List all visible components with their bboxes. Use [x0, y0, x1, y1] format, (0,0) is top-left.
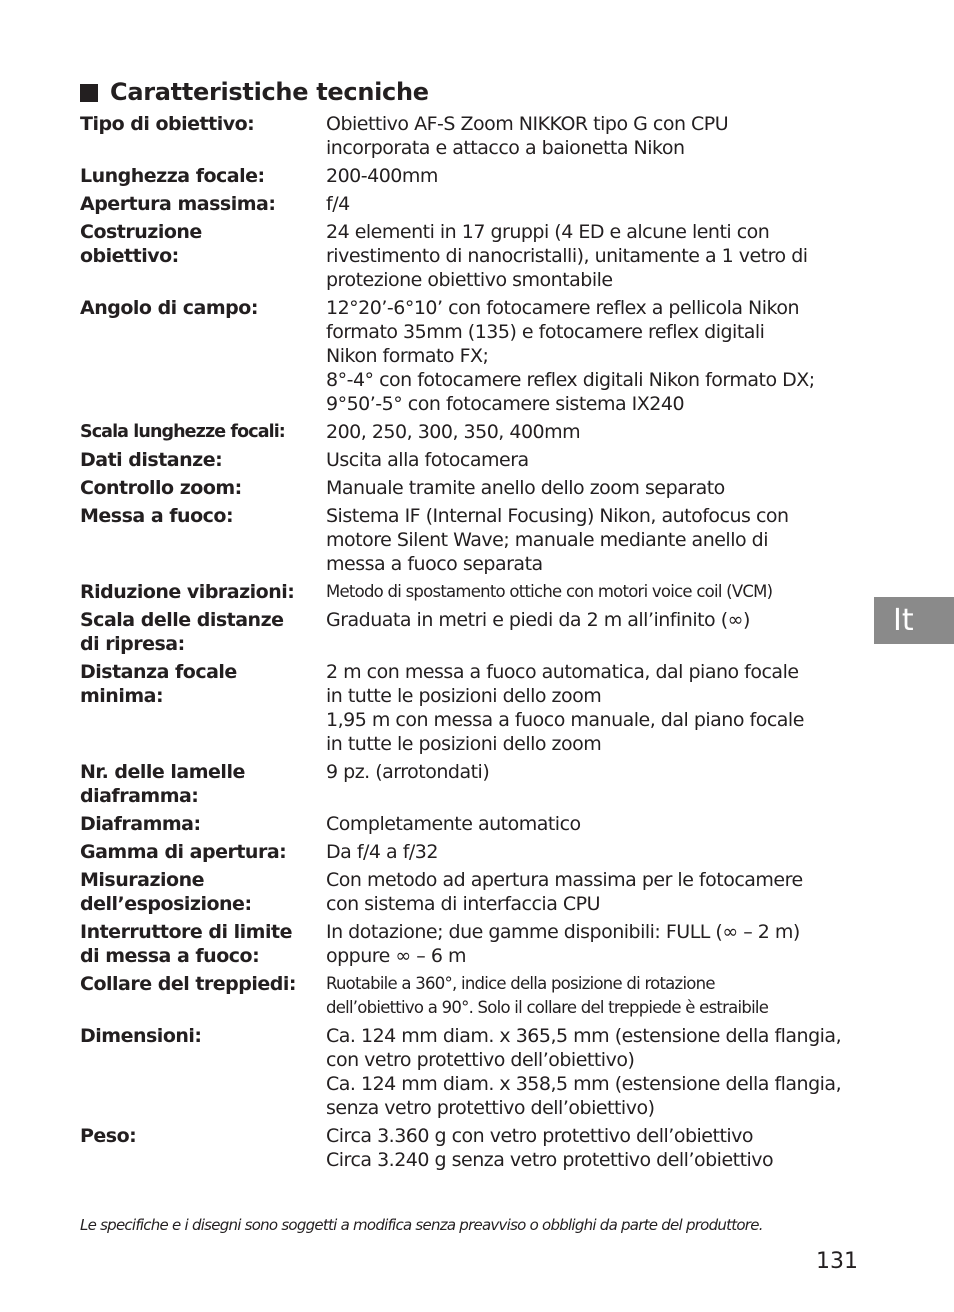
spec-label: Costruzione obiettivo: — [80, 221, 202, 267]
spec-row — [80, 476, 870, 504]
spec-row — [80, 972, 870, 1024]
spec-value — [326, 296, 870, 416]
spec-value — [326, 504, 870, 576]
spec-row — [80, 504, 870, 580]
spec-value-line: Circa 3.240 g senza vetro protettivo dell’obiettivo — [326, 1149, 774, 1171]
spec-value — [326, 192, 870, 216]
spec-value-line: con sistema di interfaccia CPU — [326, 893, 601, 915]
spec-value-line: 9°50’-5° con fotocamere sistema IX240 — [326, 393, 685, 415]
page-number: 131 — [816, 1249, 858, 1274]
spec-label: Interruttore di limite di messa a fuoco: — [80, 921, 292, 967]
spec-value — [326, 112, 870, 160]
spec-value-line: f/4 — [326, 193, 350, 215]
spec-value-line: messa a fuoco separata — [326, 553, 543, 575]
spec-value — [326, 220, 870, 292]
spec-label: Nr. delle lamelle diaframma: — [80, 761, 245, 807]
spec-row — [80, 192, 870, 220]
spec-value-line: dell’obiettivo a 90°. Solo il collare del treppiede è estraibile — [326, 998, 769, 1017]
spec-label: Misurazione dell’esposizione: — [80, 869, 252, 915]
spec-label: Distanza focale minima: — [80, 661, 237, 707]
spec-row — [80, 1124, 870, 1176]
spec-label: Dimensioni: — [80, 1025, 202, 1047]
spec-row — [80, 448, 870, 476]
spec-value — [326, 476, 870, 500]
spec-label: Apertura massima: — [80, 193, 276, 215]
spec-value-line: Da f/4 a f/32 — [326, 841, 438, 863]
spec-value-line: 9 pz. (arrotondati) — [326, 761, 490, 783]
spec-label: Riduzione vibrazioni: — [80, 581, 295, 603]
spec-row — [80, 580, 870, 608]
spec-label: Dati distanze: — [80, 449, 223, 471]
spec-label: Peso: — [80, 1125, 137, 1147]
spec-row — [80, 1024, 870, 1124]
spec-value-line: Circa 3.360 g con vetro protettivo dell’obiettivo — [326, 1125, 754, 1147]
spec-value-line: Con metodo ad apertura massima per le fotocamere — [326, 869, 803, 891]
spec-value-line: 8°-4° con fotocamere reflex digitali Nikon formato DX; — [326, 369, 815, 391]
spec-row — [80, 220, 870, 296]
spec-value — [326, 580, 870, 604]
spec-row — [80, 112, 870, 164]
spec-label: Gamma di apertura: — [80, 841, 287, 863]
spec-value-line: 200-400mm — [326, 165, 438, 187]
spec-value-line: protezione obiettivo smontabile — [326, 269, 613, 291]
spec-row — [80, 840, 870, 868]
spec-value-line: Metodo di spostamento ottiche con motori voice coil (VCM) — [326, 582, 773, 601]
spec-table — [80, 112, 870, 1176]
spec-value — [326, 448, 870, 472]
spec-value-line: Ca. 124 mm diam. x 365,5 mm (estensione della flangia, — [326, 1025, 842, 1047]
spec-value-line: incorporata e attacco a baionetta Nikon — [326, 137, 685, 159]
spec-row — [80, 608, 870, 660]
spec-row — [80, 420, 870, 448]
spec-row — [80, 920, 870, 972]
spec-row — [80, 164, 870, 192]
spec-label: Messa a fuoco: — [80, 505, 234, 527]
spec-value — [326, 1124, 870, 1172]
spec-value-line: oppure ∞ – 6 m — [326, 945, 466, 967]
spec-value-line: in tutte le posizioni dello zoom — [326, 733, 602, 755]
spec-row — [80, 812, 870, 840]
spec-value-line: Manuale tramite anello dello zoom separato — [326, 477, 725, 499]
spec-value — [326, 608, 870, 632]
spec-value-line: Completamente automatico — [326, 813, 581, 835]
spec-value-line: In dotazione; due gamme disponibili: FULL (∞ – 2 m) — [326, 921, 800, 943]
spec-value — [326, 164, 870, 188]
spec-label: Diaframma: — [80, 813, 201, 835]
spec-value — [326, 840, 870, 864]
spec-value-line: con vetro protettivo dell’obiettivo) — [326, 1049, 635, 1071]
spec-value — [326, 420, 870, 444]
spec-value-line: formato 35mm (135) e fotocamere reflex digitali — [326, 321, 765, 343]
footnote: Le specifiche e i disegni sono soggetti a modifica senza preavviso o obblighi da parte del produttore. — [80, 1216, 763, 1234]
spec-value-line: Ca. 124 mm diam. x 358,5 mm (estensione della flangia, — [326, 1073, 842, 1095]
spec-value-line: Sistema IF (Internal Focusing) Nikon, autofocus con — [326, 505, 789, 527]
spec-value-line: 1,95 m con messa a fuoco manuale, dal piano focale — [326, 709, 804, 731]
spec-value-line: 200, 250, 300, 350, 400mm — [326, 421, 581, 443]
spec-value-line: motore Silent Wave; manuale mediante anello di — [326, 529, 768, 551]
spec-value-line: Uscita alla fotocamera — [326, 449, 529, 471]
spec-row — [80, 868, 870, 920]
language-tab: It — [874, 597, 954, 644]
spec-value-line: senza vetro protettivo dell’obiettivo) — [326, 1097, 655, 1119]
spec-label: Collare del treppiedi: — [80, 973, 296, 995]
spec-value — [326, 1024, 870, 1120]
spec-value-line: 24 elementi in 17 gruppi (4 ED e alcune lenti con — [326, 221, 770, 243]
spec-row — [80, 760, 870, 812]
spec-value — [326, 660, 870, 756]
spec-row — [80, 660, 870, 760]
spec-value — [326, 760, 870, 784]
spec-value — [326, 920, 870, 968]
section-heading — [80, 76, 429, 108]
spec-value — [326, 868, 870, 916]
section-title: Caratteristiche tecniche — [110, 78, 429, 106]
square-bullet-icon — [80, 84, 98, 102]
spec-row — [80, 296, 870, 420]
spec-value-line: rivestimento di nanocristalli), unitamente a 1 vetro di — [326, 245, 808, 267]
spec-label: Controllo zoom: — [80, 477, 242, 499]
spec-label: Tipo di obiettivo: — [80, 113, 255, 135]
spec-value-line: in tutte le posizioni dello zoom — [326, 685, 602, 707]
spec-value-line: Obiettivo AF-S Zoom NIKKOR tipo G con CPU — [326, 113, 729, 135]
spec-value-line: 2 m con messa a fuoco automatica, dal piano focale — [326, 661, 799, 683]
spec-value-line: Graduata in metri e piedi da 2 m all’infinito (∞) — [326, 609, 750, 631]
spec-value — [326, 812, 870, 836]
spec-value — [326, 972, 870, 1020]
spec-value-line: Ruotabile a 360°, indice della posizione di rotazione — [326, 974, 715, 993]
spec-label: Scala lunghezze focali: — [80, 422, 285, 442]
spec-value-line: 12°20’-6°10’ con fotocamere reflex a pellicola Nikon — [326, 297, 800, 319]
spec-label: Angolo di campo: — [80, 297, 258, 319]
spec-label: Lunghezza focale: — [80, 165, 265, 187]
spec-label: Scala delle distanze di ripresa: — [80, 609, 284, 655]
spec-value-line: Nikon formato FX; — [326, 345, 489, 367]
